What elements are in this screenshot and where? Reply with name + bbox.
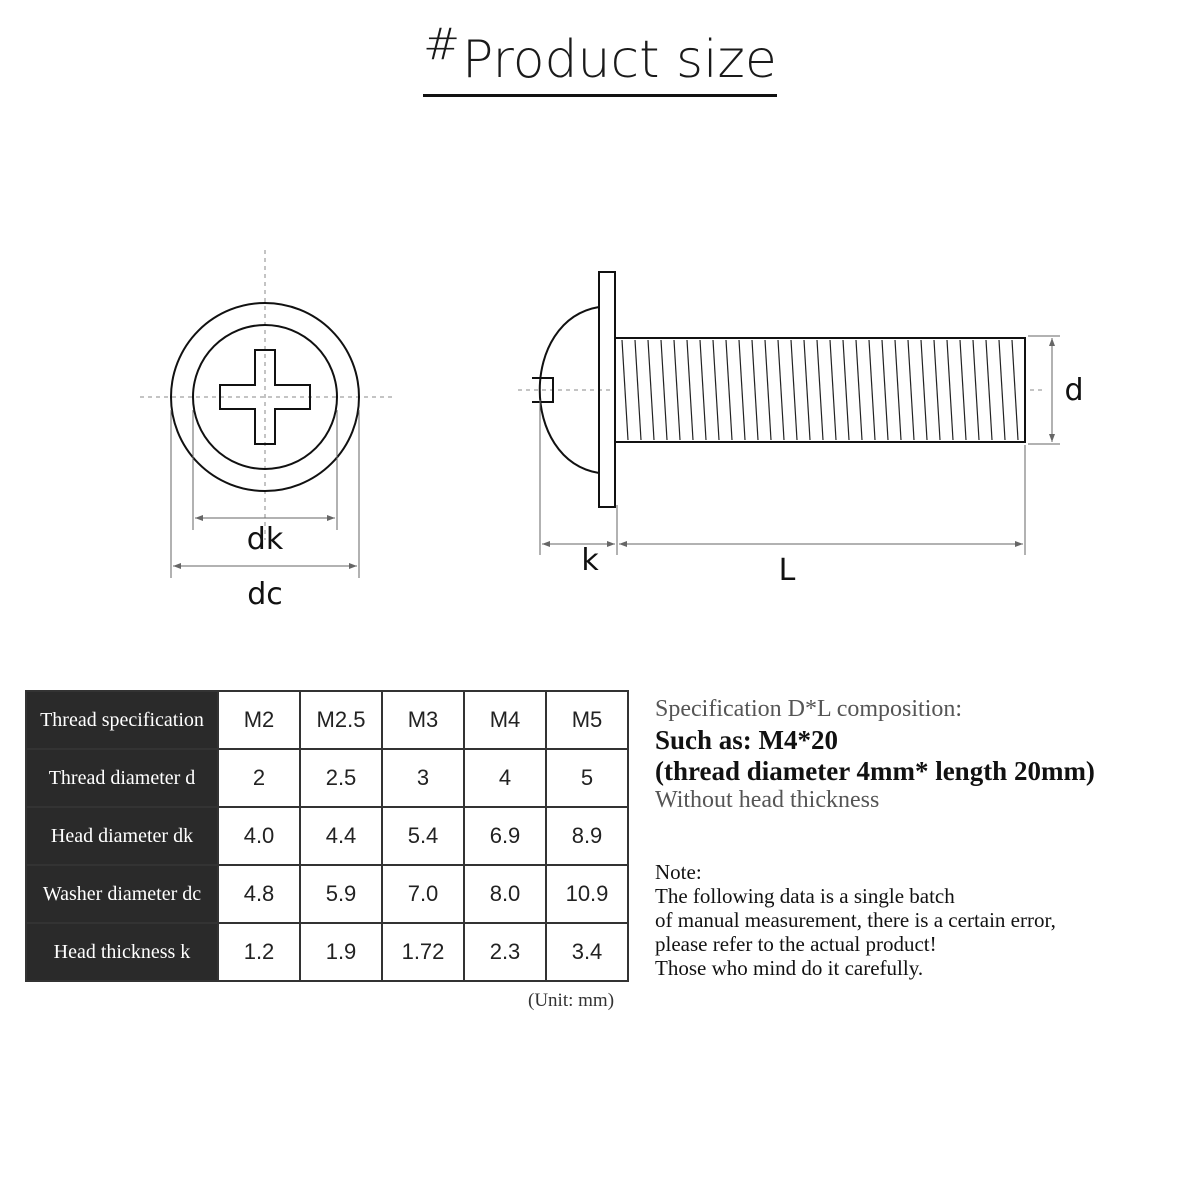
table-cell: 10.9 [546,865,628,923]
spec-line-2: Such as: M4*20 [655,725,839,755]
table-cell: M2 [218,691,300,749]
title-hash: # [423,19,461,70]
label-d: d [1064,373,1084,408]
table-cell: M5 [546,691,628,749]
table-cell: 1.72 [382,923,464,981]
table-row [26,865,628,923]
table-cell: 1.2 [218,923,300,981]
side-view [518,272,1060,555]
spec-description [655,696,1095,814]
table-row [26,749,628,807]
table-row [26,691,628,749]
table-cell: 2.5 [300,749,382,807]
table-cell: 6.9 [464,807,546,865]
row-header: Washer diameter dc [26,865,218,923]
table-cell: M3 [382,691,464,749]
table-row [26,807,628,865]
table-cell: 5 [546,749,628,807]
row-header: Thread specification [26,691,218,749]
label-dc: dc [247,577,283,612]
unit-label: (Unit: mm) [528,990,615,1011]
table-cell: 7.0 [382,865,464,923]
note-block [655,860,1056,980]
spec-line-3: (thread diameter 4mm* length 20mm) [655,756,1095,786]
note-line: The following data is a single batch [655,884,955,908]
table-cell: 4.4 [300,807,382,865]
row-header: Head diameter dk [26,807,218,865]
spec-line-1: Specification D*L composition: [655,696,963,722]
table-cell: 2.3 [464,923,546,981]
note-line: Those who mind do it carefully. [655,956,924,980]
table-cell: 2 [218,749,300,807]
table-cell: 5.4 [382,807,464,865]
table-cell: 3 [382,749,464,807]
table-row [26,923,628,981]
spec-table [25,690,629,982]
title-text: Product size [462,30,777,90]
table-cell: M2.5 [300,691,382,749]
table-cell: 8.9 [546,807,628,865]
spec-table-body [26,691,628,981]
table-cell: 3.4 [546,923,628,981]
label-L: L [778,553,796,588]
row-header: Thread diameter d [26,749,218,807]
table-cell: 4 [464,749,546,807]
table-cell: M4 [464,691,546,749]
label-dk: dk [246,522,284,557]
note-line: please refer to the actual product! [655,932,937,956]
table-cell: 1.9 [300,923,382,981]
spec-line-4: Without head thickness [655,787,880,813]
note-line: Note: [655,860,702,884]
table-cell: 4.8 [218,865,300,923]
table-cell: 4.0 [218,807,300,865]
label-k: k [581,543,599,578]
table-cell: 8.0 [464,865,546,923]
row-header: Head thickness k [26,923,218,981]
table-cell: 5.9 [300,865,382,923]
note-line: of manual measurement, there is a certain error, [655,908,1056,932]
